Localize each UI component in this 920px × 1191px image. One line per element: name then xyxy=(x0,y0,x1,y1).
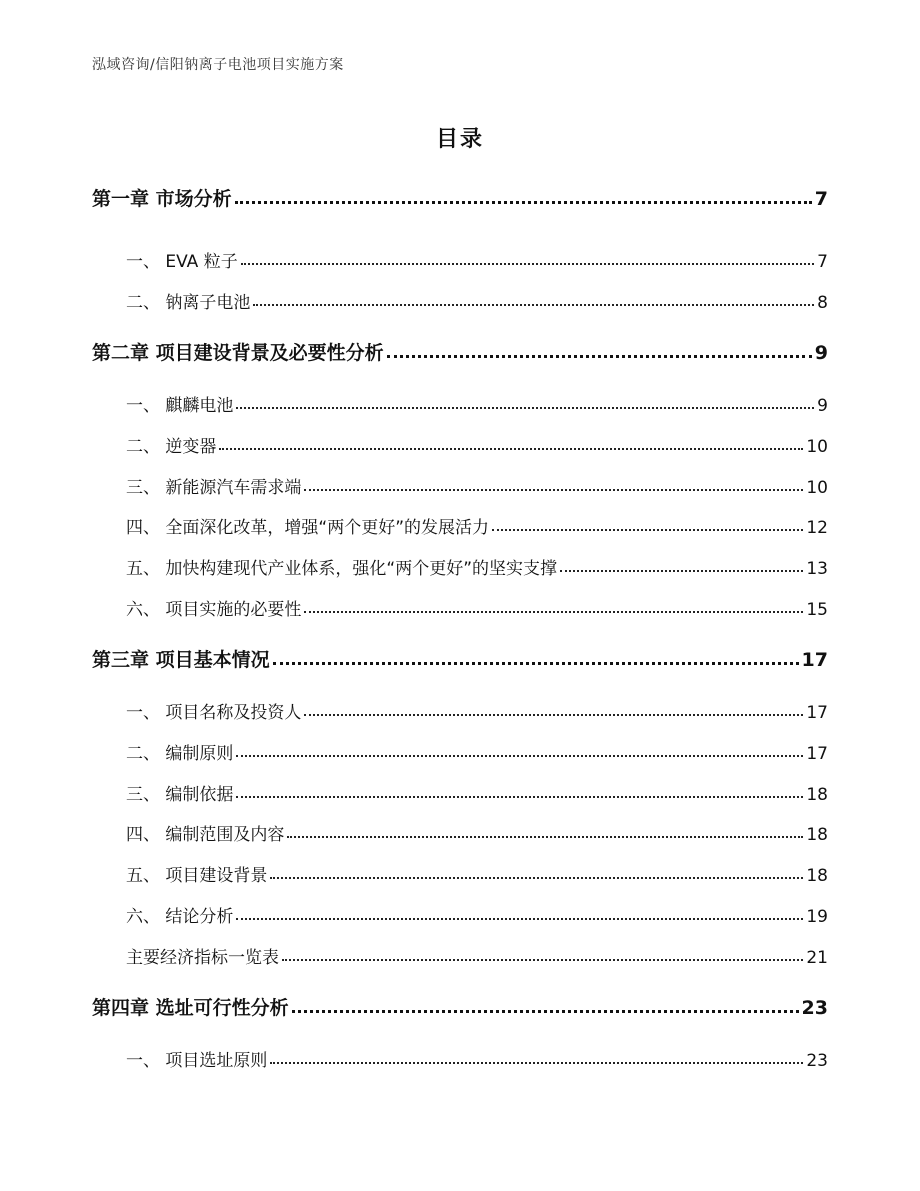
toc-page-number: 18 xyxy=(806,825,828,845)
toc-chapter-2[interactable] xyxy=(92,338,828,364)
toc-section[interactable] xyxy=(126,432,828,456)
leader-dots xyxy=(241,263,814,265)
toc-entry-label: 第三章 项目基本情况 xyxy=(92,649,270,671)
toc-page-number: 18 xyxy=(806,866,828,886)
leader-dots xyxy=(273,662,799,665)
toc-section[interactable] xyxy=(126,247,828,271)
leader-dots xyxy=(253,304,814,306)
leader-dots xyxy=(236,918,803,920)
leader-dots xyxy=(236,796,803,798)
toc-page-number: 12 xyxy=(806,518,828,538)
toc-page-number: 7 xyxy=(817,252,828,272)
toc-section[interactable] xyxy=(126,554,828,578)
toc-page-number: 18 xyxy=(806,785,828,805)
leader-dots xyxy=(287,836,803,838)
leader-dots xyxy=(304,489,803,491)
toc-page-number: 21 xyxy=(806,948,828,968)
toc-entry-label: 一、 麒麟电池 xyxy=(126,396,234,416)
toc-entry-label: 二、 钠离子电池 xyxy=(126,293,251,313)
toc-entry-label: 一、 项目名称及投资人 xyxy=(126,703,302,723)
leader-dots xyxy=(304,611,803,613)
leader-dots xyxy=(235,201,812,204)
toc-entry-label: 一、 EVA 粒子 xyxy=(126,252,238,272)
toc-entry-label: 第四章 选址可行性分析 xyxy=(92,997,289,1019)
toc-entry-label: 四、 编制范围及内容 xyxy=(126,825,285,845)
toc-chapter-3[interactable] xyxy=(92,645,828,671)
toc-page-number: 9 xyxy=(814,342,828,364)
leader-dots xyxy=(270,1062,803,1064)
toc-section[interactable] xyxy=(126,820,828,844)
leader-dots xyxy=(236,755,803,757)
leader-dots xyxy=(270,877,803,879)
toc-page-number: 8 xyxy=(817,293,828,313)
leader-dots xyxy=(560,570,803,572)
toc-entry-label: 四、 全面深化改革，增强“两个更好”的发展活力 xyxy=(126,518,490,538)
toc-chapter-4[interactable] xyxy=(92,993,828,1019)
toc-section[interactable] xyxy=(126,1046,828,1070)
toc-page-number: 10 xyxy=(806,478,828,498)
toc-page-number: 17 xyxy=(806,744,828,764)
toc-section[interactable] xyxy=(126,698,828,722)
toc-entry-label: 二、 逆变器 xyxy=(126,437,217,457)
leader-dots xyxy=(282,959,803,961)
toc-page-number: 10 xyxy=(806,437,828,457)
leader-dots xyxy=(492,529,803,531)
toc-page-number: 19 xyxy=(806,907,828,927)
toc-page-number: 17 xyxy=(806,703,828,723)
toc-page-number: 23 xyxy=(806,1051,828,1071)
toc-entry-label: 六、 结论分析 xyxy=(126,907,234,927)
toc-entry-label: 第二章 项目建设背景及必要性分析 xyxy=(92,342,384,364)
leader-dots xyxy=(304,714,803,716)
toc-entry-label: 五、 加快构建现代产业体系，强化“两个更好”的坚实支撑 xyxy=(126,559,558,579)
toc-entry-label: 三、 新能源汽车需求端 xyxy=(126,478,302,498)
toc-entry-label: 二、 编制原则 xyxy=(126,744,234,764)
toc-entry-label: 第一章 市场分析 xyxy=(92,188,232,210)
toc-page-number: 17 xyxy=(801,649,828,671)
toc-section[interactable] xyxy=(126,513,828,537)
leader-dots xyxy=(219,448,803,450)
toc-chapter-1[interactable] xyxy=(92,184,828,210)
toc-section[interactable] xyxy=(126,391,828,415)
leader-dots xyxy=(236,407,814,409)
toc-section[interactable] xyxy=(126,780,828,804)
toc-page-number: 15 xyxy=(806,600,828,620)
toc-page-number: 23 xyxy=(801,997,828,1019)
toc-section[interactable] xyxy=(126,943,828,967)
toc-entry-label: 五、 项目建设背景 xyxy=(126,866,268,886)
toc-section[interactable] xyxy=(126,288,828,312)
leader-dots xyxy=(387,355,812,358)
toc-entry-label: 六、 项目实施的必要性 xyxy=(126,600,302,620)
toc-section[interactable] xyxy=(126,861,828,885)
toc-page-number: 9 xyxy=(817,396,828,416)
toc-section[interactable] xyxy=(126,902,828,926)
toc-section[interactable] xyxy=(126,739,828,763)
toc-section[interactable] xyxy=(126,473,828,497)
toc-page-number: 7 xyxy=(814,188,828,210)
toc-entry-label: 主要经济指标一览表 xyxy=(126,948,279,968)
leader-dots xyxy=(292,1010,799,1013)
toc-entry-label: 三、 编制依据 xyxy=(126,785,234,805)
page-header: 泓域咨询/信阳钠离子电池项目实施方案 xyxy=(92,57,344,73)
toc-page-number: 13 xyxy=(806,559,828,579)
toc-section[interactable] xyxy=(126,595,828,619)
page-title: 目录 xyxy=(435,127,484,152)
toc-entry-label: 一、 项目选址原则 xyxy=(126,1051,268,1071)
